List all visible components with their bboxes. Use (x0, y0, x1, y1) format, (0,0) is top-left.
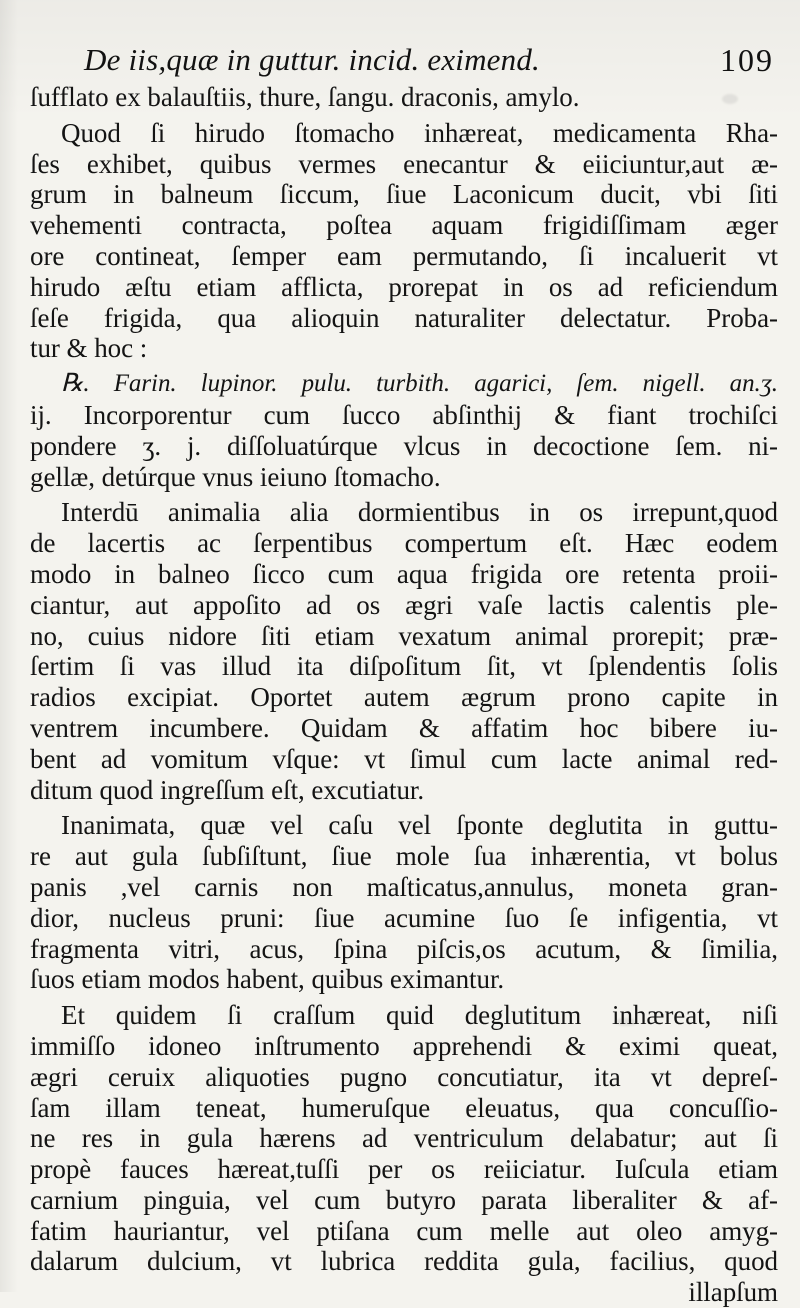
text-line: immiſſo idoneo inſtrumento apprehendi & eximi queat, (30, 1030, 778, 1061)
page-header (84, 38, 774, 82)
text-line: modo in balneo ſicco cum aqua frigida ore retenta proii- (30, 558, 778, 589)
text-line: ſufflato ex balauſtiis, thure, ſangu. draconis, amylo. (30, 82, 580, 112)
text-line: fatim hauriantur, vel ptiſana cum melle aut oleo amyg- (30, 1215, 778, 1246)
text-line: Inanimata, quæ vel caſu vel ſponte deglutita in guttu- (61, 810, 778, 841)
text-line: de lacertis ac ſerpentibus compertum eſt. Hæc eodem (30, 528, 778, 559)
text-line: ij. Incorporentur cum ſucco abſinthij & fiant trochiſci (30, 399, 778, 430)
running-title: De iis,quæ in guttur. incid. eximend. (84, 42, 540, 77)
text-line: ægri ceruix aliquoties pugno concutiatur, ita vt depreſ- (30, 1061, 778, 1092)
text-line: dior, nucleus pruni: ſiue acumine ſuo ſe infigentia, vt (30, 902, 778, 933)
text-line: radios excipiat. Oportet autem ægrum prono capite in (30, 682, 778, 713)
text-line: tur & hoc : (30, 333, 148, 364)
text-line: ſertim ſi vas illud ita diſpoſitum ſit, vt ſplendentis ſolis (30, 651, 778, 682)
text-line: propè fauces hæreat,tuſſi per os reiiciatur. Iuſcula etiam (30, 1154, 778, 1185)
catchword: illapſum (688, 1277, 778, 1308)
text-line: grum in balneum ſiccum, ſiue Laconicum ducit, vbi ſiti (30, 179, 778, 210)
text-line: dalarum dulcium, vt lubrica reddita gula, facilius, quod (30, 1246, 778, 1277)
text-line: re aut gula ſubſiſtunt, ſiue mole ſua inhærentia, vt bolus (30, 841, 778, 872)
text-line: Quod ſi hirudo ſtomacho inhæreat, medicamenta Rha- (61, 117, 778, 148)
text-line: ditum quod ingreſſum eſt, excutiatur. (30, 774, 425, 805)
text-line: fragmenta vitri, acus, ſpina piſcis,os acutum, & ſimilia, (30, 933, 778, 964)
text-line: ore contineat, ſemper eam permutando, ſi incaluerit vt (30, 240, 778, 271)
text-line: Et quidem ſi craſſum quid deglutitum inhæreat, niſi (61, 1000, 778, 1031)
text-line: panis ,vel carnis non maſticatus,annulus, moneta gran- (30, 871, 778, 902)
text-line: pondere ʒ. j. diſſoluatúrque vlcus in decoctione ſem. ni- (30, 430, 778, 461)
text-line: ventrem incumbere. Quidam & affatim hoc bibere iu- (30, 712, 778, 743)
text-line: vehementi contracta, poſtea aquam frigidiſſimam æger (30, 210, 778, 241)
text-line: ſeſe frigida, qua alioquin naturaliter delectatur. Proba- (30, 302, 778, 333)
body-text (30, 82, 782, 1308)
text-line: ne res in gula hærens ad ventriculum delabatur; aut ſi (30, 1123, 778, 1154)
text-line: ſam illam teneat, humeruſque eleuatus, qua concuſſio- (30, 1092, 778, 1123)
text-line: ciantur, aut appoſito ad os ægri vaſe lactis calentis ple- (30, 589, 778, 620)
text-line: bent ad vomitum vſque: vt ſimul cum lacte animal red- (30, 743, 778, 774)
page-number: 109 (720, 42, 774, 78)
text-line: ſes exhibet, quibus vermes enecantur & eiiciuntur,aut æ- (30, 148, 778, 179)
text-line: gellæ, detúrque vnus ieiuno ſtomacho. (30, 461, 441, 492)
recipe-line: ℞. Farin. lupinor. pulu. turbith. agarici, ſem. nigell. an.ʒ. (61, 370, 778, 398)
text-line: no, cuius nidore ſiti etiam vexatum animal prorepit; præ- (30, 620, 778, 651)
text-line: Interdū animalia alia dormientibus in os irrepunt,quod (61, 497, 778, 528)
text-line: hirudo æſtu etiam afflicta, prorepat in os ad reficiendum (30, 271, 778, 302)
text-line: carnium pinguia, vel cum butyro parata liberaliter & af- (30, 1184, 778, 1215)
text-line: ſuos etiam modos habent, quibus eximantur. (30, 964, 505, 995)
